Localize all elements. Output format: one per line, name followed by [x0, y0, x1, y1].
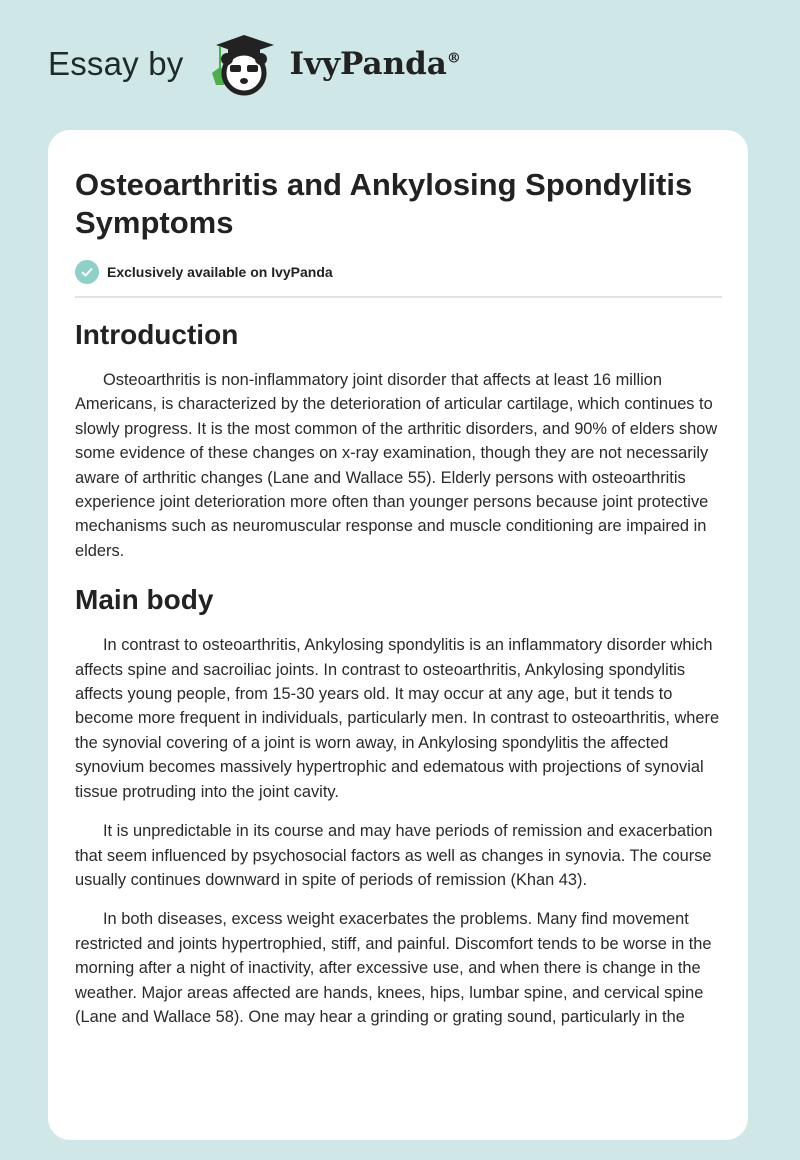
page-title: Osteoarthritis and Ankylosing Spondylitis Symptoms	[75, 167, 693, 240]
paragraph: It is unpredictable in its course and may have periods of remission and exacerbation that seem influenced by psychosocial factors as well as changes in synovia. The course usually continues downward in spite of periods of remission (Khan 43).	[75, 822, 713, 889]
site-header	[48, 34, 461, 94]
section-heading-main-body: Main body	[75, 584, 214, 616]
panda-logo-icon[interactable]	[202, 31, 280, 97]
paragraph: In contrast to osteoarthritis, Ankylosing spondylitis is an inflammatory disorder which affects spine and sacroiliac joints. In contrast to osteoarthritis, Ankylosing spondylitis affects young people, from 15-30 years old. It may occur at any age, but it tends to become more frequent in individuals, particularly men. In contrast to osteoarthritis, where the synovial covering of a joint is worn away, in Ankylosing spondylitis the affected synovium becomes massively hypertrophic and edematous with projections of synovial tissue protruding into the joint cavity.	[75, 636, 720, 801]
brand-text: IvyPanda	[289, 46, 447, 82]
badge-text: Exclusively available on IvyPanda	[107, 264, 333, 280]
exclusive-badge	[75, 260, 722, 284]
section-heading-introduction: Introduction	[75, 319, 239, 350]
essay-card	[48, 130, 748, 1140]
paragraph: Osteoarthritis is non-inflammatory joint disorder that affects at least 16 million Americans, is characterized by the deterioration of articular cartilage, which continues to slowly progress. It is the most common of the arthritic disorders, and 90% of elders show some evidence of these changes on x-ray examination, though they are not necessarily aware of arthritic changes (Lane and Wallace 55). Elderly persons with osteoarthritis experience joint deterioration more often than younger persons because joint protective mechanisms such as neuromuscular response and muscle conditioning are impaired in elders.	[75, 371, 718, 560]
check-icon	[75, 260, 99, 284]
paragraph: In both diseases, excess weight exacerbates the problems. Many find movement restricted and joints hypertrophied, stiff, and painful. Discomfort tends to be worse in the morning after a night of inactivity, after excessive use, and when there is change in the weather. Major areas affected are hands, knees, hips, lumbar spine, and cervical spine (Lane and Wallace 58). One may hear a grinding or grating sound, particularly in the	[75, 910, 712, 1026]
brand-name[interactable]	[290, 46, 461, 82]
divider	[75, 296, 722, 298]
registered-mark: ®	[446, 50, 461, 67]
essay-by-label: Essay by	[48, 45, 184, 82]
